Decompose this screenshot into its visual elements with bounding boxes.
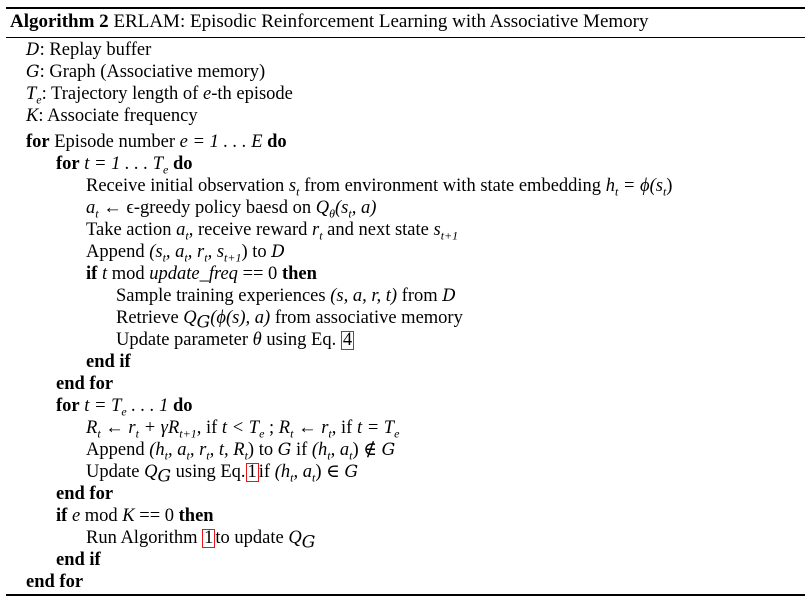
- algorithm-label: Algorithm 2: [10, 11, 109, 32]
- line-egreedy-policy: $a_t$ ← ϵ-greedy policy baesd on $Q_\theta(s_t$, a): [86, 198, 377, 221]
- input-associate-frequency: K: Associate frequency: [26, 106, 198, 126]
- line-end-for-3: end for: [26, 572, 84, 592]
- top-rule: [6, 7, 805, 9]
- algorithm-1-link[interactable]: 1: [204, 528, 214, 548]
- line-if-associate: if e mod K == 0 then: [56, 506, 214, 526]
- line-for-episode: for Episode number e = 1 . . . E do: [26, 132, 287, 152]
- line-end-if-1: end if: [86, 352, 131, 372]
- input-graph: G: Graph (Associative memory): [26, 62, 266, 82]
- line-update-parameter: Update parameter θ using Eq. 4: [116, 330, 353, 350]
- line-update-qg: Update $Q_G$ using Eq. 1 if ($h_t$, $a_t$) ∈ G: [86, 462, 359, 487]
- bottom-rule: [6, 594, 805, 596]
- line-for-step: for t = 1 . . . $T_e$ do: [56, 154, 193, 177]
- eq-4-link[interactable]: 4: [342, 330, 353, 350]
- line-append-replay: Append ($s_t$, $a_t$, $r_t$, $s_{t+1}$) to D: [86, 242, 285, 265]
- eq-1-link[interactable]: 1: [247, 462, 257, 482]
- line-if-update-freq: if t mod update_freq == 0 then: [86, 264, 317, 284]
- line-end-for-1: end for: [56, 374, 114, 394]
- algorithm-caption: [10, 10, 649, 34]
- input-trajectory-length: $T_e$: Trajectory length of e-th episode: [26, 84, 293, 107]
- algorithm-title: ERLAM: Episodic Reinforcement Learning with Associative Memory: [113, 11, 649, 32]
- line-compute-return: $R_t$ ← $r_t + \gamma R_{t+1}$, if $t < T_e$ ; $R_t$ ← $r_t$, if $t = T_e$: [86, 418, 400, 441]
- line-for-backward: for $t = T_e$ . . . 1 do: [56, 396, 193, 419]
- line-end-if-2: end if: [56, 550, 101, 570]
- caption-rule: [6, 37, 805, 38]
- input-replay-buffer: D: Replay buffer: [26, 40, 152, 60]
- line-end-for-2: end for: [56, 484, 114, 504]
- line-sample-experiences: Sample training experiences (s, a, r, t) from D: [116, 286, 456, 306]
- line-receive-observation: Receive initial observation $s_t$ from environment with state embedding $h_t = \phi(s_t)$: [86, 176, 673, 199]
- line-append-graph: Append ($h_t$, $a_t$, $r_t$, t, $R_t$) to G if ($h_t$, $a_t$) ∉ G: [86, 440, 396, 463]
- line-run-algorithm: Run Algorithm 1 to update $Q_G$: [86, 528, 316, 553]
- line-take-action: Take action $a_t$, receive reward $r_t$ and next state $s_{t+1}$: [86, 220, 459, 243]
- line-retrieve-q: Retrieve $Q_G(\phi(s)$, a) from associative memory: [116, 308, 463, 333]
